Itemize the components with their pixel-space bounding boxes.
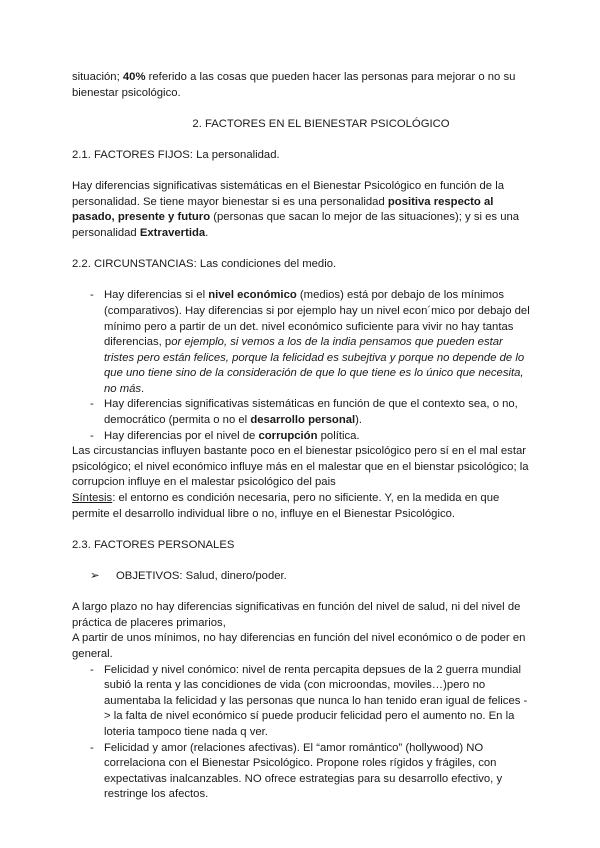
paragraph-intro: situación; 40% referido a las cosas que pueden hacer las personas para mejorar o no su bienestar psicológico.: [72, 71, 516, 99]
subsection-heading-2-2: 2.2. CIRCUNSTANCIAS: Las condiciones del medio.: [72, 258, 337, 271]
dash-bullet: -: [90, 429, 94, 442]
dash-bullet: -: [90, 741, 94, 754]
list-item-amor: - Felicidad y amor (relaciones afectivas). El “amor romántico” (hollywood) NO correlaciona con el Bienestar Psicológico. Propone roles rígidos y frágiles, con expectativas inalcanzables. NO ofrece estrategias para su desarrollo efectivo, y restringe los afectos.: [90, 741, 503, 801]
subsection-heading-2-3: 2.3. FACTORES PERSONALES: [72, 538, 235, 551]
paragraph-salud: A largo plazo no hay diferencias significativas en función del nivel de salud, ni del nivel de práctica de placeres primarios,: [72, 601, 521, 629]
list-item-nivel-economico: - Hay diferencias si el nivel económico (medios) está por debajo de los mínimos (comparativos). Hay diferencias si por ejemplo hay un nivel econ´mico por debajo del mínimo pero a partir de un det. nivel económico suficiente para vivir no hay tantas diferencias, por ejemplo, si vemos a los de la india pensamos que pueden estar tristes pero están felices, porque la felicidad es subejtiva y porque no depende de lo que uno tiene sino de la consideración de que lo que tiene es lo único que necesita, no más.: [90, 289, 530, 395]
list-item-democracia: - Hay diferencias significativas sistemáticas en función de que el contexto sea, o no, democrático (permita o no el desarrollo personal).: [90, 398, 518, 427]
paragraph-sintesis: Síntesis: el entorno es condición necesaria, pero no sificiente. Y, en la medida en que permite el desarrollo individual libre o no, influye en el Bienestar Psicológico.: [72, 492, 500, 520]
list-item-corrupcion: - Hay diferencias por el nivel de corrupción política.: [72, 429, 530, 445]
list-item-objetivos: ➢ OBJETIVOS: Salud, dinero/poder.: [72, 569, 530, 585]
paragraph-personality: Hay diferencias significativas sistemáticas en el Bienestar Psicológico en función de la personalidad. Se tiene mayor bienestar si es una personalidad positiva respecto al pasado, presente y futuro (personas que sacan lo mejor de las situaciones); y si es una personalidad Extravertida.: [72, 180, 520, 239]
list-item-nivel-conomico: - Felicidad y nivel conómico: nivel de renta percapita depsues de la 2 guerra mundial subió la renta y las concidiones de vida (con microondas, moviles…)pero no aumentaba la felicidad y las personas que nunca lo han tenido eran igual de felices -> la falta de nivel económico sí puede producir felicidad pero el aumento no. En la loteria tampoco tiene nada q ver.: [90, 663, 528, 738]
arrow-bullet-icon: ➢: [90, 570, 100, 582]
dash-bullet: -: [90, 663, 94, 676]
subsection-heading-2-1: 2.1. FACTORES FIJOS: La personalidad.: [72, 148, 280, 161]
section-heading-2: 2. FACTORES EN EL BIENESTAR PSICOLÓGICO: [192, 117, 450, 130]
dash-bullet: -: [90, 289, 94, 302]
dash-bullet: -: [90, 398, 94, 411]
paragraph-minimos: A partir de unos mínimos, no hay diferencias en función del nivel económico o de poder en general.: [72, 632, 526, 660]
paragraph-circunstancias: Las circustancias influyen bastante poco en el bienestar psicológico pero sí en el mal estar psicológico; el nivel económico influye más en el malestar que en el bienstar psicológico; la corrupcion influye en el malestar psicológico del pais: [72, 445, 529, 489]
document-page: [72, 70, 530, 803]
